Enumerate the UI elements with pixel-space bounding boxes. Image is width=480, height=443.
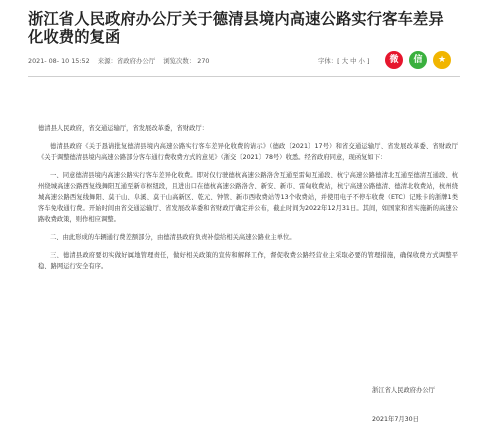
- letter-body: [38, 123, 458, 279]
- signature-block: [372, 385, 462, 443]
- font-size-switcher[interactable]: 字体：[ 大 中 小 ]: [318, 57, 370, 65]
- clause-3: 三、德清县政府要切实做好属地管理责任，做好相关政策的宣传和解释工作，督促收费公路经营业主采取必要的管理措施，确保收费方式调整平稳、路网运行安全有序。: [38, 252, 458, 270]
- header-divider: [28, 76, 460, 77]
- page-title: 浙江省人民政府办公厅关于德清县境内高速公路实行客车差异化收费的复函: [28, 10, 444, 46]
- wechat-icon[interactable]: 信: [409, 51, 427, 69]
- salutation: 德清县人民政府，省交通运输厅，省发展改革委，省财政厅：: [38, 125, 209, 132]
- publish-date: 2021- 08- 10 15:52: [28, 57, 90, 65]
- article-meta-bar: [28, 54, 458, 68]
- weibo-icon[interactable]: 微: [385, 51, 403, 69]
- source-label: 来源：省政府办公厅: [97, 57, 156, 65]
- intro-paragraph: 德清县政府《关于恳请批复德清县境内高速公路实行客车差异化收费的请示》（德政〔2021〕17号）和省交通运输厅、省发展改革委、省财政厅《关于调整德清县境内高速公路部分客车通行费收费方式的意见》（浙交〔2021〕78号）收悉。经省政府同意，现函复如下：: [38, 143, 458, 161]
- clause-2: 二、由此形成的车辆通行费差额部分，由德清县政府负责补偿给相关高速公路业主单位。: [50, 234, 296, 241]
- qzone-icon[interactable]: ★: [433, 51, 451, 69]
- view-count: 浏览次数： 270: [163, 57, 210, 65]
- share-buttons: [385, 51, 451, 69]
- signature-date: 2021年7月30日: [372, 416, 419, 423]
- clause-1: 一、同意德清县境内高速公路实行客车差异化收费。即对仅行驶德杭高速公路洛舍互通至雷甸互通段、杭宁高速公路德清北互通至德清互通段、杭州绕城高速公路西复线舞阳互通至新市枢纽段，且进出口在德杭高速公路洛舍、新安、新市、雷甸收费站，杭宁高速公路德清、德清北收费站，杭州绕城高速公路西复线舞阳、莫干山、阜溪、莫干山高新区、乾元、钟管、新市西收费站等13个收费站，并使用电子不停车收费（ETC）记账卡的浙牌1类客车免收通行费。开始时间由省交通运输厅、省发展改革委和省财政厅确定并公布，截止时间为2022年12月31日。其间，如国家和省实施新的高速公路收费政策，则作相应调整。: [38, 172, 458, 223]
- signature-org: 浙江省人民政府办公厅: [372, 387, 435, 394]
